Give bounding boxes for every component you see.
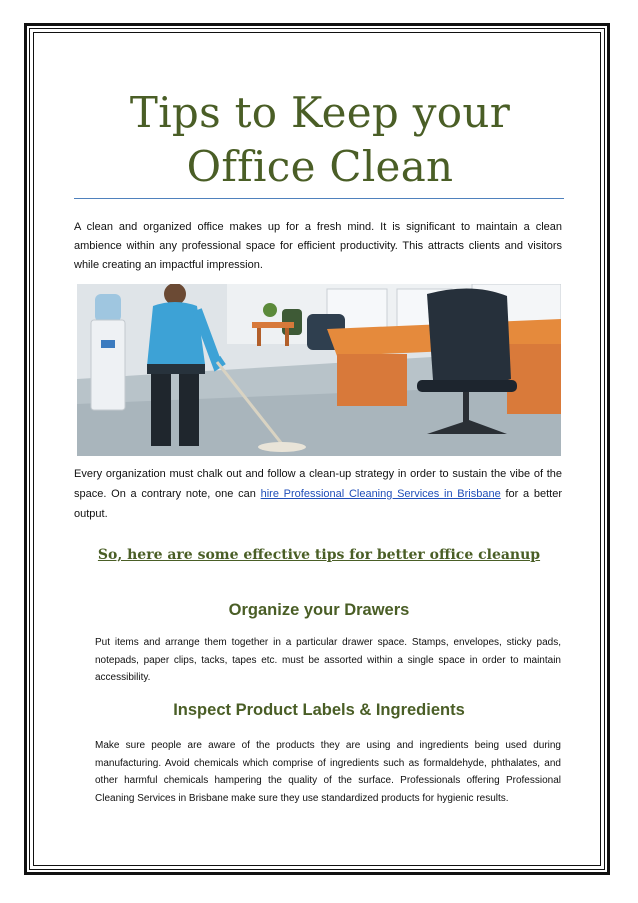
intro-paragraph: A clean and organized office makes up for a fresh mind. It is significant to maintain a clean ambience within any professional space for efficient productivity. This attracts clients and visitors while creating an impactful impression. bbox=[74, 221, 562, 271]
section-body-product-labels: Make sure people are aware of the products they are using and ingredients being used during manufacturing. Avoid chemicals which comprise of ingredients such as formaldehyde, phthalates, and other harmful chemicals hampering the quality of the surface. Professionals offering Professional Cleaning Services in Brisbane make sure they use standardized products for hygienic results. bbox=[95, 740, 561, 804]
section-heading-product-labels: Inspect Product Labels & Ingredients bbox=[173, 701, 465, 719]
office-cleaning-photo bbox=[77, 284, 561, 456]
office-cleaning-illustration bbox=[77, 284, 561, 456]
title-underline-rule bbox=[74, 198, 564, 199]
strategy-text-before: Every organization must chalk out and follow a clean-up strategy in order to sustain the vibe of the space. On a contrary note, one can bbox=[74, 468, 562, 500]
section-body-drawers: Put items and arrange them together in a particular drawer space. Stamps, envelopes, sticky pads, notepads, paper clips, tacks, tapes etc. must be assorted within a single space in order to maintain accessibility. bbox=[95, 637, 561, 683]
page-title: Tips to Keep your Office Clean bbox=[129, 88, 511, 191]
strategy-text-after: for a better output. bbox=[74, 488, 562, 520]
strategy-paragraph bbox=[74, 464, 562, 524]
tips-heading: So, here are some effective tips for better office cleanup bbox=[97, 547, 541, 563]
cleaning-services-link[interactable]: hire Professional Cleaning Services in Brisbane bbox=[260, 488, 501, 500]
section-heading-drawers: Organize your Drawers bbox=[228, 601, 410, 619]
